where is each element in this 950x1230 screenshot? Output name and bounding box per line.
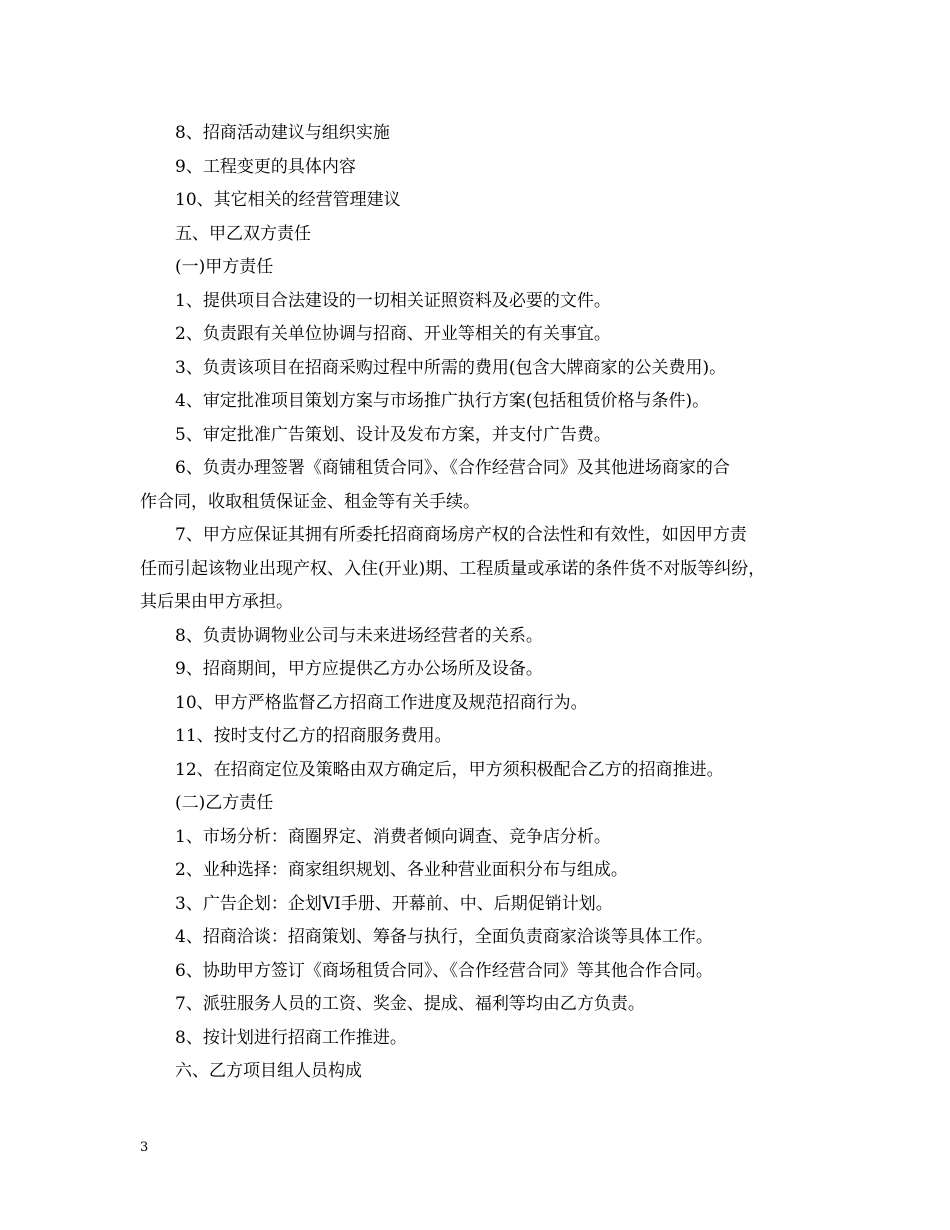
paragraph: 12、在招商定位及策略由双方确定后，甲方须积极配合乙方的招商推进。 — [175, 759, 724, 780]
page-number: 3 — [140, 1140, 149, 1155]
paragraph-line: 6、负责办理签署《商铺租赁合同》、《合作经营合同》及其他进场商家的合 — [175, 458, 730, 478]
paragraph: 1、提供项目合法建设的一切相关证照资料及必要的文件。 — [175, 290, 611, 311]
subsection-heading: (一)甲方责任 — [175, 257, 274, 277]
section-heading: 五、甲乙双方责任 — [175, 223, 311, 244]
paragraph: 4、招商洽谈：招商策划、筹备与执行，全面负责商家洽谈等具体工作。 — [175, 927, 713, 947]
paragraph-line: 其后果由甲方承担。 — [140, 592, 293, 612]
paragraph: 8、负责协调物业公司与未来进场经营者的关系。 — [175, 625, 543, 646]
paragraph-line: 任而引起该物业出现产权、入住(开业)期、工程质量或承诺的条件货不对版等纠纷， — [140, 558, 766, 579]
paragraph: 9、工程变更的具体内容 — [175, 156, 356, 177]
paragraph: 3、负责该项目在招商采购过程中所需的费用(包含大牌商家的公关费用)。 — [175, 357, 727, 378]
paragraph: 8、按计划进行招商工作推进。 — [175, 1027, 407, 1048]
subsection-heading: (二)乙方责任 — [175, 793, 274, 813]
document-body — [140, 117, 820, 1089]
section-heading: 六、乙方项目组人员构成 — [175, 1061, 362, 1081]
paragraph: 5、审定批准广告策划、设计及发布方案，并支付广告费。 — [175, 424, 611, 445]
paragraph-line: 作合同，收取租赁保证金、租金等有关手续。 — [140, 491, 480, 512]
paragraph-line: 7、甲方应保证其拥有所委托招商商场房产权的合法性和有效性，如因甲方责 — [175, 525, 747, 545]
paragraph: 6、协助甲方签订《商场租赁合同》、《合作经营合同》等其他合作合同。 — [175, 960, 713, 981]
paragraph: 2、负责跟有关单位协调与招商、开业等相关的有关事宜。 — [175, 324, 611, 344]
paragraph: 1、市场分析：商圈界定、消费者倾向调查、竞争店分析。 — [175, 826, 611, 847]
paragraph: 8、招商活动建议与组织实施 — [175, 123, 390, 143]
paragraph: 10、甲方严格监督乙方招商工作进度及规范招商行为。 — [175, 692, 588, 713]
paragraph: 9、招商期间，甲方应提供乙方办公场所及设备。 — [175, 659, 543, 679]
paragraph: 4、审定批准项目策划方案与市场推广执行方案(包括租赁价格与条件)。 — [175, 391, 710, 411]
paragraph: 2、业种选择：商家组织规划、各业种营业面积分布与组成。 — [175, 860, 628, 880]
paragraph: 7、派驻服务人员的工资、奖金、提成、福利等均由乙方负责。 — [175, 994, 645, 1014]
paragraph: 3、广告企划：企划VI手册、开幕前、中、后期促销计划。 — [175, 893, 613, 914]
paragraph: 10、其它相关的经营管理建议 — [175, 190, 401, 210]
paragraph: 11、按时支付乙方的招商服务费用。 — [175, 726, 452, 746]
